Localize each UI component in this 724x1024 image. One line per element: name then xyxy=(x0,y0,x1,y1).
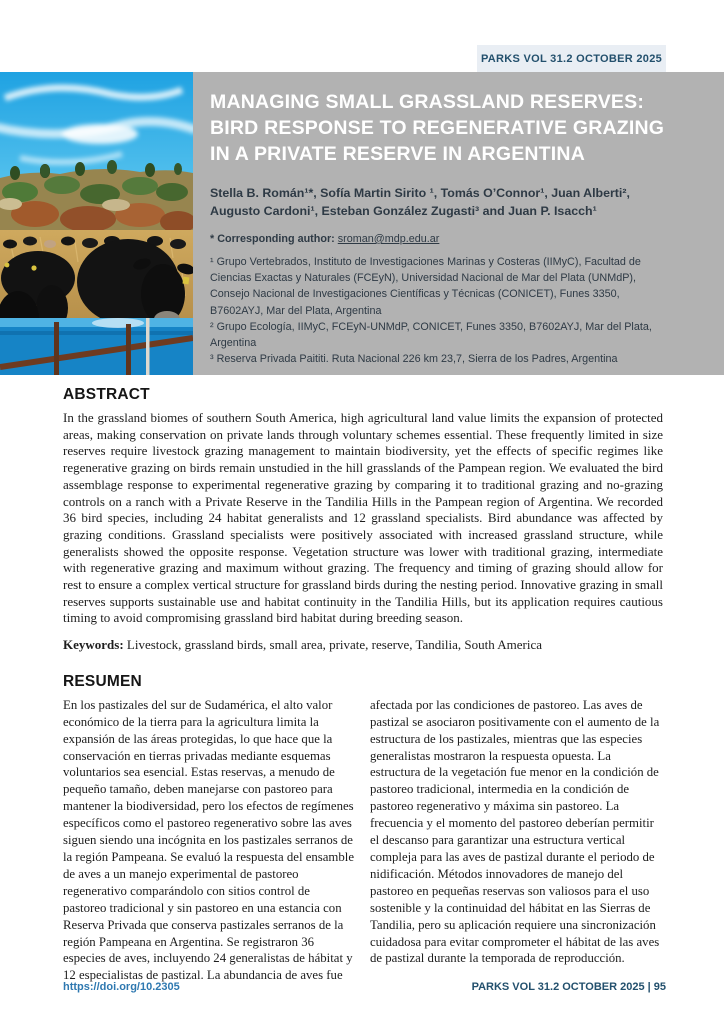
footer-issue-page: PARKS VOL 31.2 OCTOBER 2025 | 95 xyxy=(471,981,666,993)
keywords-line xyxy=(63,637,663,654)
header-band xyxy=(0,72,724,375)
header-photo xyxy=(0,72,193,375)
corresponding-label: * Corresponding author: xyxy=(210,232,338,245)
paper-title: MANAGING SMALL GRASSLAND RESERVES: BIRD RESPONSE TO REGENERATIVE GRAZING IN A PRIVATE RESERVE IN ARGENTINA xyxy=(210,91,665,165)
article-body xyxy=(63,386,663,985)
corresponding-author xyxy=(210,233,668,245)
resumen-heading: RESUMEN xyxy=(63,672,142,690)
keywords-text: Livestock, grassland birds, small area, private, reserve, Tandilia, South America xyxy=(126,637,543,653)
affiliation-3: ³ Reserva Privada Paititi. Ruta Nacional 226 km 23,7, Sierra de los Padres, Argentina xyxy=(210,353,618,366)
keywords-label: Keywords: xyxy=(63,637,127,653)
abstract-text: In the grassland biomes of southern South America, high agricultural land value limits the expansion of protected areas, making conservation on private lands through voluntary schemes essential. These frequently limited in size reserves require livestock grazing management to maintain biodiversity, yet the effects of specific regimes like regenerative grazing on birds remain unstudied in the hill grasslands of the Pampean region. We evaluated the bird assemblage response to experimental regenerative grazing by comparing it to traditional grazing and no-grazing controls on a ranch with a Private Reserve in the Tandilia Hills in the Pampean region of Argentina. We recorded 36 bird species, including 24 habitat generalists and 12 grassland specialists. Bird abundance was affected by grazing conditions. Grassland specialists were positively associated with increased grassland structure, while generalists showed the opposite response. Vegetation structure was lower with traditional grazing, intermediate with regenerative grazing and maximum without grazing. The frequency and timing of grazing should allow for rest to ensure a complex vertical structure for grassland birds during the nesting period. Innovative grazing in small reserves supports sustainable use and habitat continuity in the Tandilia Hills, but its application requires cautious timing to avoid compromising grassland bird habitat during breeding season. xyxy=(63,410,663,626)
parks-issue-badge: PARKS VOL 31.2 OCTOBER 2025 xyxy=(477,45,666,72)
doi-link[interactable]: https://doi.org/10.2305 xyxy=(63,981,180,993)
corresponding-email-link[interactable]: sroman@mdp.edu.ar xyxy=(337,232,440,245)
affiliation-2: ² Grupo Ecología, IIMyC, FCEyN-UNMdP, CONICET, Funes 3350, B7602AYJ, Mar del Plata, Argentina xyxy=(210,320,652,349)
footer xyxy=(63,981,666,993)
abstract-heading: ABSTRACT xyxy=(63,386,150,403)
resumen-text: En los pastizales del sur de Sudamérica, el alto valor económico de la tierra para la agricultura limita la expansión de las áreas protegidas, lo que hace que la conservación en tierras privadas mediante esquemas voluntarios sea esencial. Estas reservas, a menudo de pequeño tamaño, deben manejarse con pastoreo para mantener la biodiversidad, pero los efectos de regímenes específicos como el pastoreo regenerativo sobre las aves siguen siendo una incógnita en los pastizales serranos de la región Pampeana. Se evaluó la respuesta del ensamble de aves a un manejo experimental de pastoreo regenerativo comparándolo con sitios control de pastoreo tradicional y sin pastoreo en una estancia con Reserva Privada que conserva pastizales serranos de la región Pampeana en Argentina. Se registraron 36 especies de aves, incluyendo 24 generalistas de hábitat y 12 especialistas de pastizal. La abundancia de aves fue afectada por las condiciones de pastoreo. Las aves de pastizal se asociaron positivamente con el aumento de la estructura de los pastizales, mientras que las especies generalistas mostraron la respuesta opuesta. La estructura de la vegetación fue menor en la condición de pastoreo tradicional, intermedia en la condición de pastoreo regenerativo y máxima sin pastoreo. La frecuencia y el momento del pastoreo deberían permitir el descanso para garantizar una estructura vertical compleja para las aves de pastizal durante el periodo de nidificación. Métodos innovadores de manejo del pastoreo en pequeñas reservas son valiosos para el uso sostenible y la continuidad del hábitat en las Sierras de Tandilia, pero su aplicación requiere una sincronización cuidadosa para evitar comprometer el hábitat de las aves de pastizal durante la temporada de reproducción. xyxy=(63,697,660,983)
water-trough xyxy=(0,318,193,375)
authors-line: Stella B. Román¹*, Sofía Martin Sirito ¹, Tomás O’Connor¹, Juan Alberti², Augusto Cardoni¹, Esteban González Zugasti³ and Juan P. Isacch¹ xyxy=(210,185,630,219)
affiliation-1: ¹ Grupo Vertebrados, Instituto de Investigaciones Marinas y Costeras (IIMyC), Facultad de Ciencias Exactas y Naturales (FCEyN), Universidad Nacional de Mar del Plata (UNMdP), Consejo Nacional de Investigaciones Científicas y Técnicas (CONICET), Funes 3350, B7602AYJ, Mar del Plata, Argentina xyxy=(210,255,641,317)
